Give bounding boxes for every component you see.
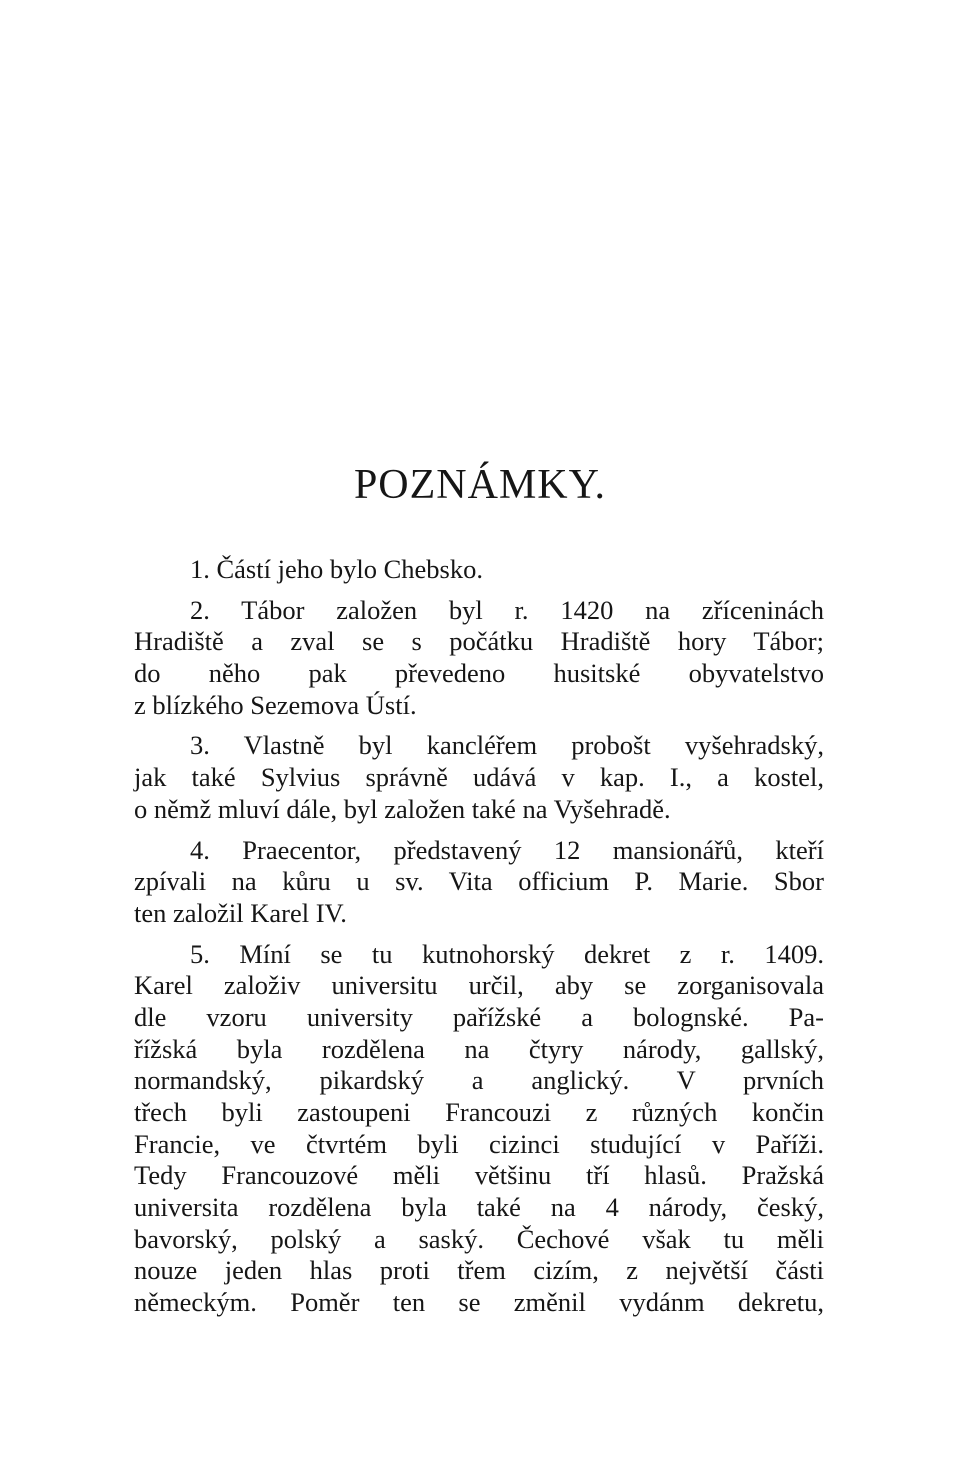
note-divider bbox=[134, 721, 824, 730]
note-3 bbox=[134, 730, 824, 825]
page-title: POZNÁMKY. bbox=[353, 462, 607, 508]
note-line: 3. Vlastně byl kancléřem probošt vyšehradský, bbox=[190, 730, 824, 761]
note-5 bbox=[134, 939, 824, 1319]
note-line: do něho pak převedeno husitské obyvatelstvo bbox=[134, 658, 824, 689]
note-line: Tedy Francouzové měli většinu tří hlasů. Pražská bbox=[134, 1160, 824, 1191]
note-line: zpívali na kůru u sv. Vita officium P. Marie. Sbor bbox=[134, 866, 824, 897]
note-2 bbox=[134, 595, 824, 722]
note-line: řížská byla rozdělena na čtyry národy, gallský, bbox=[134, 1033, 824, 1064]
note-line: normandský, pikardský a anglický. V prvních bbox=[134, 1065, 824, 1096]
note-line: bavorský, polský a saský. Čechové však tu měli bbox=[134, 1223, 824, 1254]
note-line: Hradiště a zval se s počátku Hradiště hory Tábor; bbox=[134, 626, 824, 657]
note-divider bbox=[134, 930, 824, 939]
note-line: 1. Částí jeho bylo Chebsko. bbox=[190, 554, 483, 584]
notes-list bbox=[134, 554, 824, 1319]
note-line: Francie, ve čtvrtém byli cizinci studující v Paříži. bbox=[134, 1128, 824, 1159]
note-line: třech byli zastoupeni Francouzi z různých končin bbox=[134, 1097, 824, 1127]
note-4 bbox=[134, 835, 824, 930]
note-line: o němž mluví dále, byl založen také na Vyšehradě. bbox=[134, 793, 671, 824]
note-divider bbox=[134, 826, 824, 835]
note-line: 4. Praecentor, představený 12 mansionářů, kteří bbox=[190, 834, 824, 865]
note-line: ten založil Karel IV. bbox=[134, 897, 347, 928]
note-divider bbox=[134, 586, 824, 595]
note-line: universita rozdělena byla také na 4 národy, český, bbox=[134, 1192, 824, 1223]
note-line: z blízkého Sezemova Ústí. bbox=[134, 689, 417, 720]
note-1 bbox=[134, 554, 824, 586]
note-line: německým. Poměr ten se změnil vydánm dekretu, bbox=[134, 1287, 824, 1318]
note-line: 5. Míní se tu kutnohorský dekret z r. 1409. bbox=[190, 938, 824, 969]
note-line: dle vzoru university pařížské a bolognské. Pa- bbox=[134, 1001, 824, 1032]
note-line: 2. Tábor založen byl r. 1420 na zříceninách bbox=[190, 594, 824, 625]
note-line: nouze jeden hlas proti třem cizím, z největší části bbox=[134, 1255, 824, 1286]
note-line: Karel založiv universitu určil, aby se zorganisovala bbox=[134, 970, 824, 1001]
note-line: jak také Sylvius správně udává v kap. I., a kostel, bbox=[134, 762, 824, 793]
